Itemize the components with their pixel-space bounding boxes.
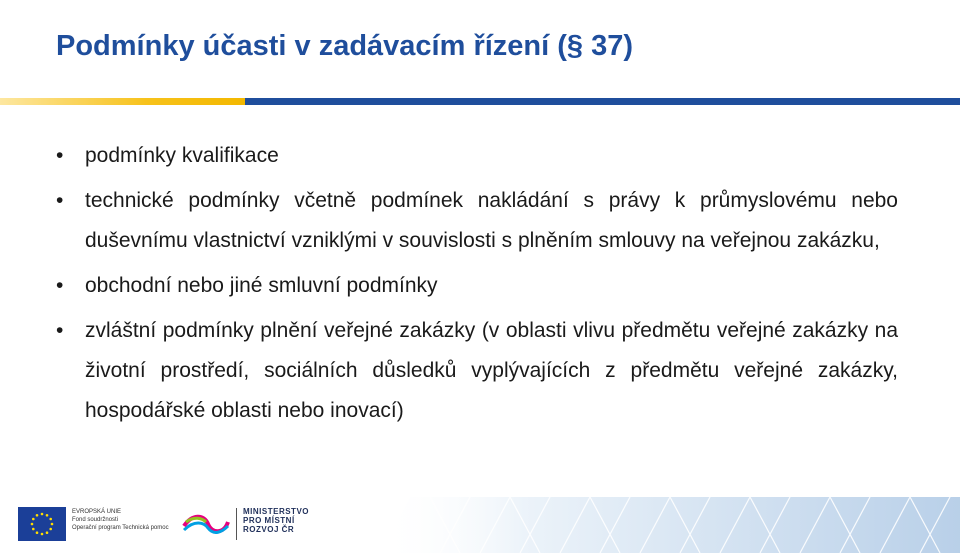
ministry-line: PRO MÍSTNÍ bbox=[243, 516, 295, 525]
bullet-dot: • bbox=[56, 319, 64, 342]
ministry-line: MINISTERSTVO bbox=[243, 507, 310, 516]
bullet-list bbox=[56, 136, 898, 436]
bullet-dot: • bbox=[56, 274, 64, 297]
ministry-emblem-icon bbox=[182, 512, 230, 536]
ministry-logo-text bbox=[243, 507, 309, 534]
bullet-text: technické podmínky včetně podmínek nakládání s právy k průmyslovému nebo duševnímu vlastnictví vzniklými v souvislosti s plněním smlouvy na veřejnou zakázku, bbox=[85, 189, 898, 252]
ministry-line: ROZVOJ ČR bbox=[243, 525, 295, 534]
eu-line: Fond soudržnosti bbox=[72, 517, 119, 523]
logo-divider bbox=[236, 508, 237, 540]
bullet-text: podmínky kvalifikace bbox=[85, 144, 279, 167]
bullet-item bbox=[56, 311, 898, 431]
eu-line: EVROPSKÁ UNIE bbox=[72, 509, 122, 515]
bullet-item bbox=[56, 266, 898, 306]
decorative-wave-graphic bbox=[320, 497, 960, 553]
bullet-text: obchodní nebo jiné smluvní podmínky bbox=[85, 274, 438, 297]
title-underline-blue bbox=[245, 98, 960, 105]
bullet-item bbox=[56, 181, 898, 261]
bullet-text: zvláštní podmínky plnění veřejné zakázky (v oblasti vlivu předmětu veřejné zakázky na životní prostředí, sociálních důsledků vyplývajících z předmětu veřejné zakázky, hospodářské oblasti nebo inovací) bbox=[85, 319, 898, 422]
eu-line: Operační program Technická pomoc bbox=[72, 525, 169, 531]
footer-logos bbox=[0, 498, 960, 553]
bullet-dot: • bbox=[56, 189, 64, 212]
title-underline-yellow bbox=[0, 98, 245, 105]
slide-title: Podmínky účasti v zadávacím řízení (§ 37) bbox=[56, 30, 634, 62]
bullet-dot: • bbox=[56, 144, 64, 167]
bullet-item bbox=[56, 136, 898, 176]
eu-flag-icon bbox=[18, 507, 66, 541]
eu-logo-text bbox=[72, 508, 172, 532]
